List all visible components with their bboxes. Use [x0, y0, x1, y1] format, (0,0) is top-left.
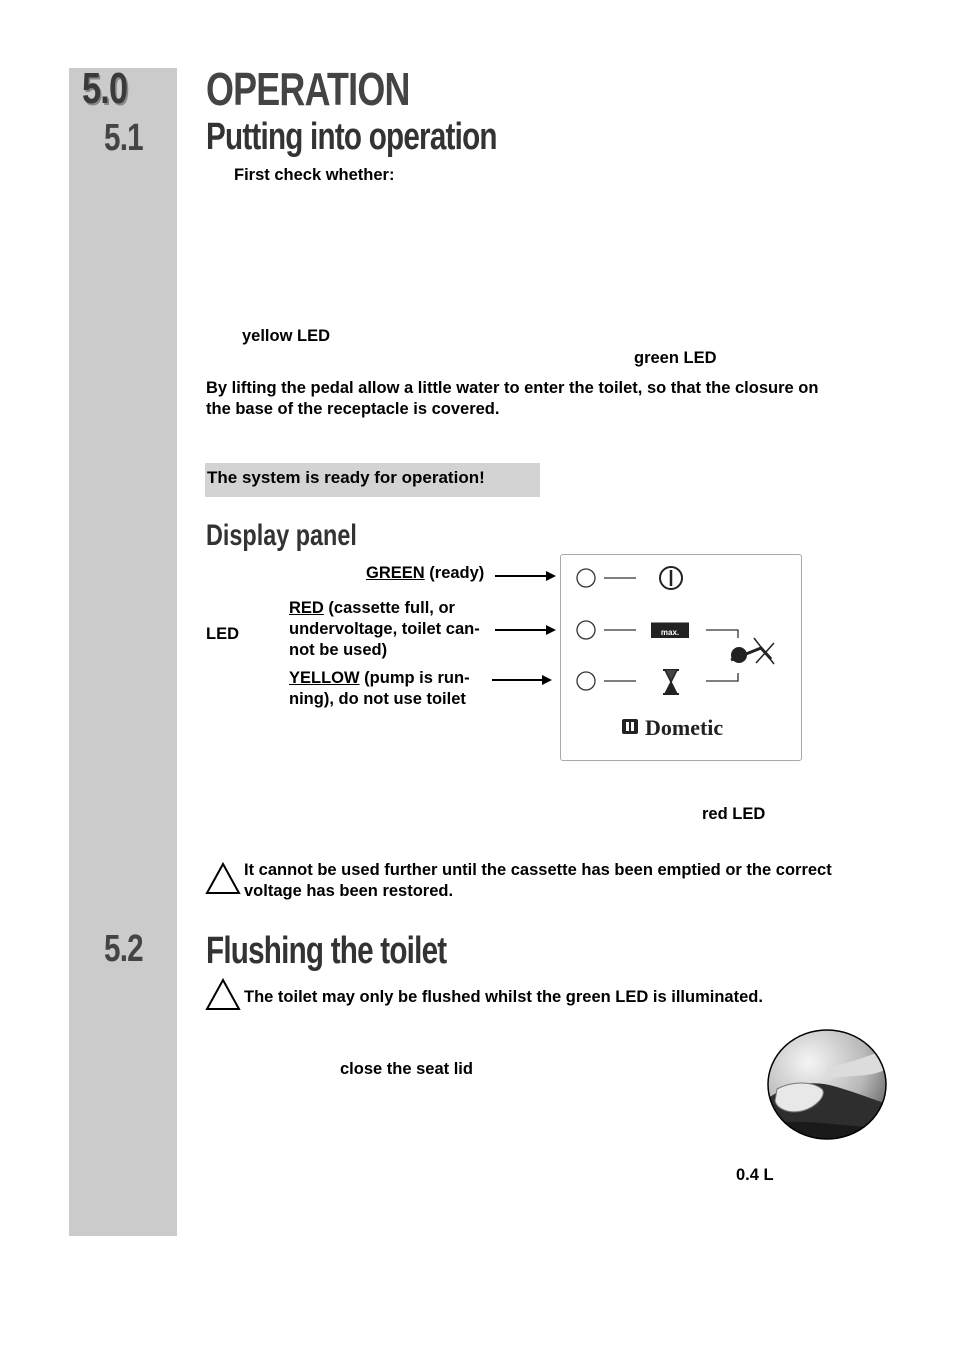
- green-description: [366, 563, 484, 584]
- yellow-line2: ning), do not use toilet: [289, 690, 466, 708]
- red-line2: undervoltage, toilet can-: [289, 620, 480, 638]
- power-icon: [660, 567, 682, 589]
- yellow-led-label: yellow LED: [242, 327, 331, 345]
- hourglass-icon: [663, 670, 679, 694]
- green-led-label: green LED: [634, 349, 717, 367]
- page-title: OPERATION: [206, 63, 410, 115]
- heading-display-panel: Display panel: [206, 519, 357, 552]
- warning-triangle-icon: [205, 862, 241, 896]
- ready-banner: [205, 463, 540, 497]
- pedal-text-line2: the base of the receptacle is covered.: [206, 400, 500, 418]
- pedal-photo: [767, 1029, 887, 1140]
- no-pedal-icon: [731, 638, 774, 664]
- red-description: [289, 598, 480, 661]
- warning-1-line1: It cannot be used further until the cassette has been emptied or the correct: [244, 861, 832, 879]
- red-led-indicator: [577, 621, 595, 639]
- green-word: GREEN: [366, 564, 425, 582]
- cassette-max-icon: [651, 624, 689, 638]
- section-number-5-2: 5.2: [104, 928, 143, 970]
- close-lid-label: close the seat lid: [340, 1060, 473, 1078]
- flush-warning: The toilet may only be flushed whilst the green LED is illuminated.: [244, 988, 763, 1006]
- red-rest: (cassette full, or: [323, 599, 455, 617]
- yellow-description: [289, 668, 470, 710]
- display-panel: [560, 554, 802, 761]
- red-led-label: red LED: [702, 805, 766, 823]
- led-label: LED: [206, 625, 239, 643]
- max-label: max.: [660, 628, 680, 637]
- section-sidebar: [69, 68, 177, 1236]
- green-rest: (ready): [424, 564, 485, 582]
- section-number-5-1: 5.1: [104, 117, 143, 159]
- yellow-led-indicator: [577, 672, 595, 690]
- yellow-rest: (pump is run-: [359, 669, 470, 687]
- pointer-arrows: [490, 565, 560, 690]
- red-word: RED: [289, 599, 324, 617]
- warning-triangle-icon: [205, 978, 241, 1012]
- ready-banner-text: The system is ready for operation!: [207, 468, 485, 487]
- green-led-indicator: [577, 569, 595, 587]
- yellow-word: YELLOW: [289, 669, 360, 687]
- heading-putting-into-operation: Putting into operation: [206, 116, 497, 158]
- red-line3: not be used): [289, 641, 388, 659]
- dometic-brand: Dometic: [645, 715, 724, 740]
- warning-1-line2: voltage has been restored.: [244, 882, 454, 900]
- dometic-logo-icon: [622, 719, 638, 734]
- pedal-text-line1: By lifting the pedal allow a little water to enter the toilet, so that the closure on: [206, 379, 819, 397]
- water-volume: 0.4 L: [736, 1166, 774, 1184]
- section-number-main: 5.0: [82, 64, 128, 113]
- check-intro: First check whether:: [234, 166, 395, 184]
- heading-flushing: Flushing the toilet: [206, 930, 447, 972]
